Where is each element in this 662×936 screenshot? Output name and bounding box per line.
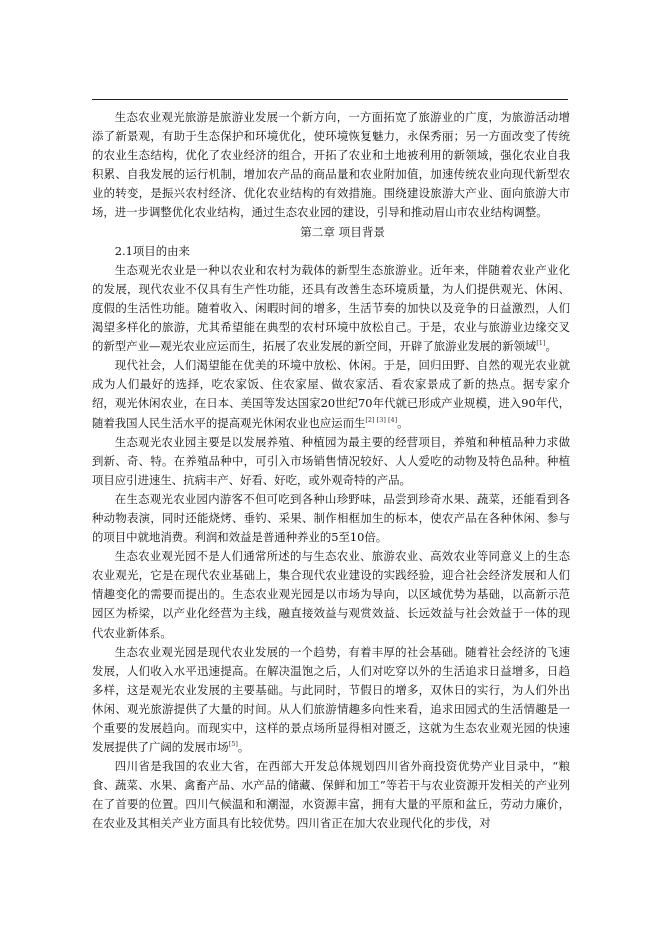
section-title: 2.1项目的由来 xyxy=(114,243,190,258)
body-paragraph: 生态观光农业园主要是以发展养殖、种植园为最主要的经营项目，养殖和种植品种力求做到新、奇、特。在养殖品种中，可引入市场销售情况较好、人人爱吃的动物及特色品种。种植项目应引进速生、抗病丰产、好看、好吃，或外观奇特的产品。 xyxy=(92,434,570,487)
citation: [1] xyxy=(536,339,546,348)
intro-paragraph: 生态农业观光旅游是旅游业发展一个新方向，一方面拓宽了旅游业的广度，为旅游活动增添了新景观，有助于生态保护和环境优化，使环境恢复魅力，永保秀丽；另一方面改变了传统的农业生态结构，优化了农业经济的组合，开拓了农业和土地被利用的新领域，强化农业自我积累、自我发展的运行机制，增加农产品的商品量和农业附加值，加速传统农业向现代新型农业的转变，是振兴农村经济、优化农业结构的有效措施。围绕建设旅游大产业、面向旅游大市场，进一步调整优化农业结构，通过生态农业园的建设，引导和推动眉山市农业结构调整。 xyxy=(92,110,570,220)
body-paragraph: 现代社会，人们渴望能在优美的环境中放松、休闲。于是，回归田野、自然的观光农业就成为人们最好的选择，吃农家饭、住农家屋、做农家活、看农家景成了新的热点。据专家介绍，观光休闲农业，在日本、美国等发达国家20世纪70年代就已形成产业规模，进入90年代，随着我国人民生活水平的提高观光休闲农业也应运而生[2] [3] [4]。 xyxy=(92,358,570,430)
citation: [2] [3] [4] xyxy=(365,415,398,424)
citation: [5] xyxy=(228,740,238,749)
body-paragraph: 在生态观光农业园内游客不但可吃到各种山珍野味，品尝到珍奇水果、蔬菜，还能看到各种动物表演，同时还能烧烤、垂钓、采果、制作相框加生的标本，使农产品在各种休闲、参与的项目中就地消费。利润和效益是普通种养业的5至10倍。 xyxy=(92,491,570,545)
document-body xyxy=(92,108,570,834)
body-paragraph: 生态农业观光园是现代农业发展的一个趋势，有着丰厚的社会基础。随着社会经济的飞速发展，人们收入水平迅速提高。在解决温饱之后，人们对吃穿以外的生活追求日益增多，日趋多样，这是观光农业发展的主要基础。与此同时，节假日的增多，双休日的实行，为人们外出休闲、观光旅游提供了大量的时间。从人们旅游情趣多向性来看，追求田园式的生活情趣是一个重要的发展趋向。而现实中，这样的景点场所显得相对匮乏，这就为生态农业观光园的快速发展提供了广阔的发展市场[5]。 xyxy=(92,644,570,755)
body-paragraph: 四川省是我国的农业大省，在西部大开发总体规划四川省外商投资优势产业目录中，“粮食、蔬菜、水果、禽畜产品、水产品的储藏、保鲜和加工”等若干与农业资源开发相关的产业列在了首要的位置。四川气候温和和潮湿，水资源丰富，拥有大量的平原和盆丘，劳动力廉价，在农业及其相关产业方面具有比较优势。四川省正在加大农业现代化的步伐，对 xyxy=(92,759,570,831)
header-rule xyxy=(92,99,568,100)
chapter-title: 第二章 项目背景 xyxy=(300,224,386,239)
body-paragraph: 生态农业观光园不是人们通常所述的与生态农业、旅游农业、高效农业等同意义上的生态农业观光，它是在现代农业基础上，集合现代农业建设的实践经验，迎合社会经济发展和人们情趣变化的需要而提出的。生态农业观光园是以市场为导向，以区域优势为基础，以高新示范园区为桥梁，以产业化经营为主线，融直接效益与观赏效益、长远效益与社会效益于一体的现代农业新体系。 xyxy=(92,549,570,640)
body-paragraph: 生态观光农业是一种以农业和农村为载体的新型生态旅游业。近年来，伴随着农业产业化的发展，现代农业不仅具有生产性功能，还具有改善生态环境质量，为人们提供观光、休闲、度假的生活性功能。随着收入、闲暇时间的增多，生活节奏的加快以及竞争的日益激烈，人们渴望多样化的旅游，尤其希望能在典型的农村环境中放松自己。于是，农业与旅游业边缘交叉的新型产业—观光农业应运而生，拓展了农业发展的新空间，开辟了旅游业发展的新领域[1]。 xyxy=(92,262,570,354)
